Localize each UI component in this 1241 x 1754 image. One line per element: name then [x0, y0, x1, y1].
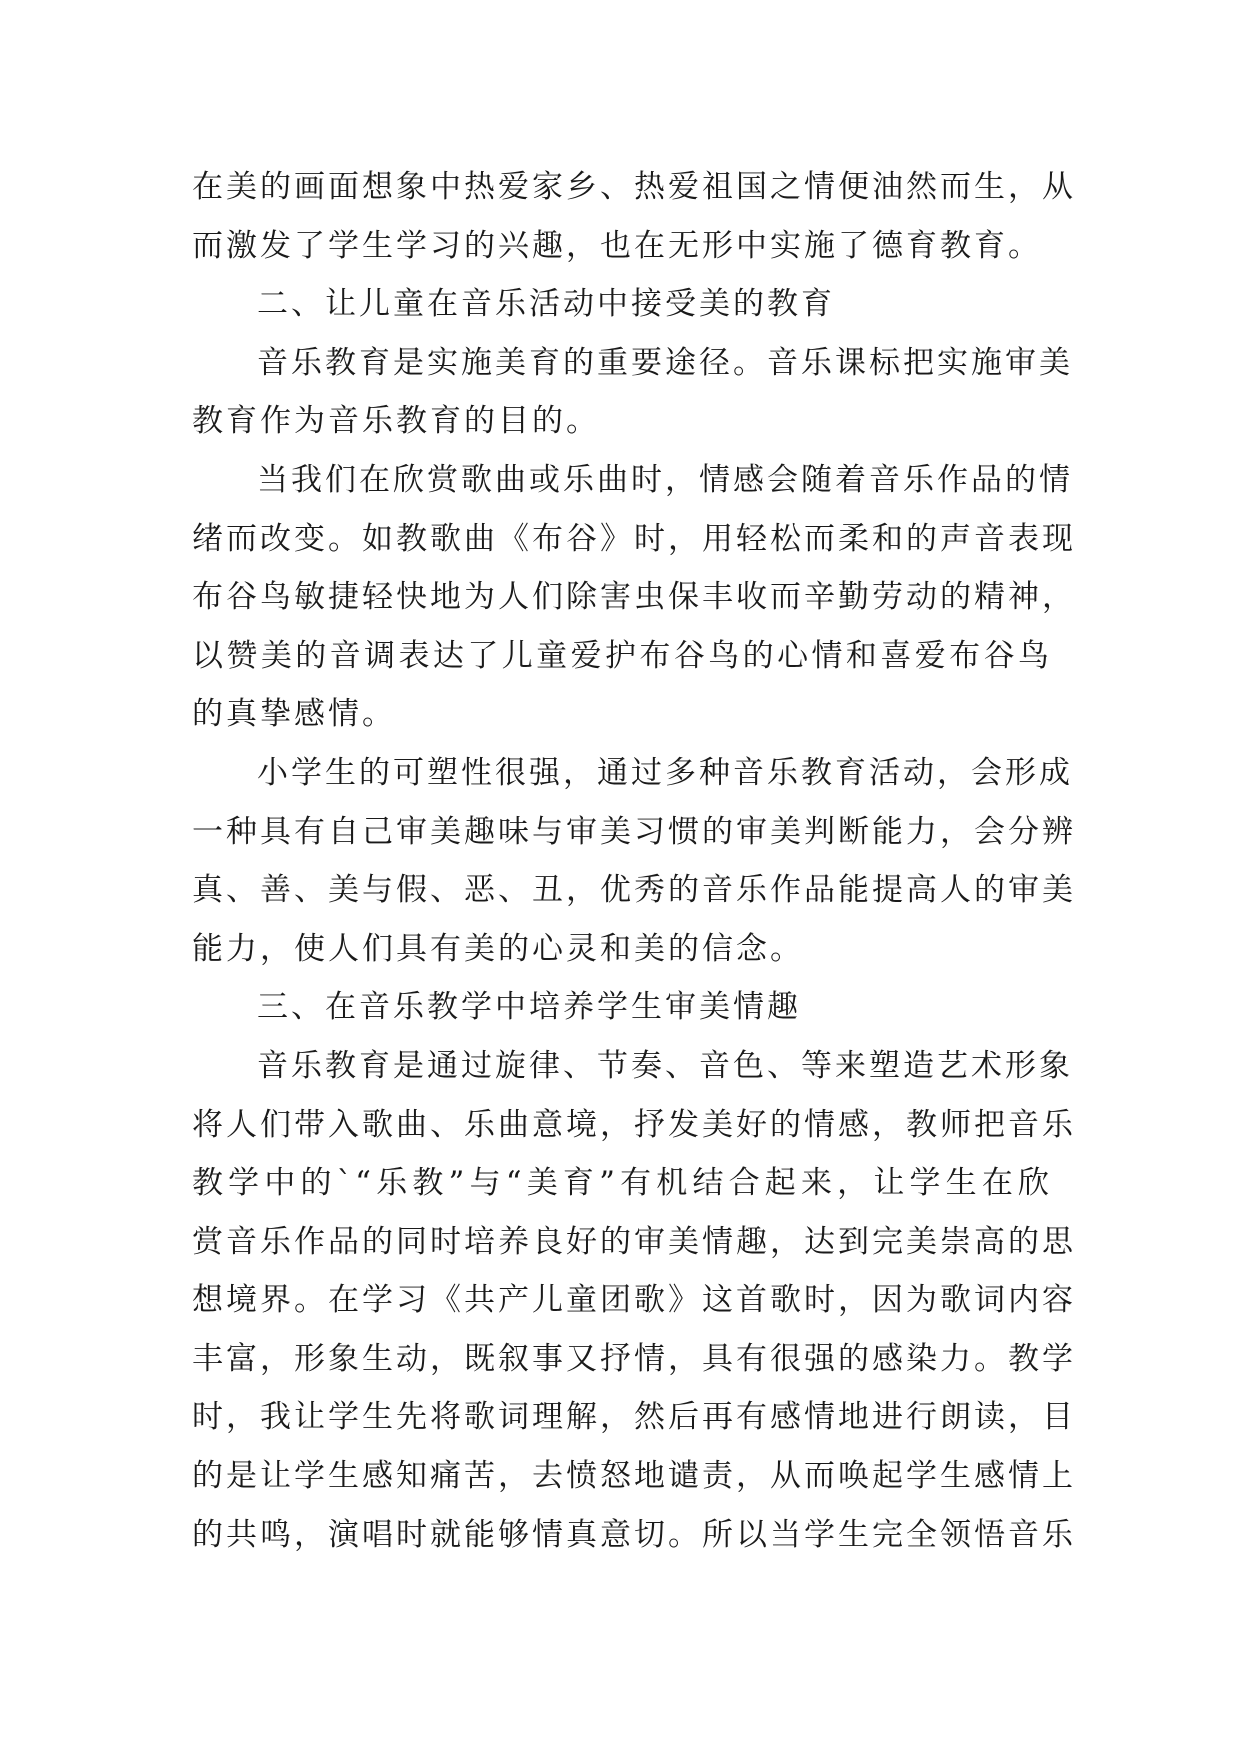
- text-line: 真、善、美与假、恶、丑，优秀的音乐作品能提高人的审美: [192, 872, 1076, 909]
- text-line: 的真挚感情。: [192, 696, 396, 733]
- text-line: 三、在音乐教学中培养学生审美情趣: [257, 989, 801, 1026]
- text-line: 的是让学生感知痛苦，去愤怒地谴责，从而唤起学生感情上: [192, 1458, 1076, 1495]
- text-line: 在美的画面想象中热爱家乡、热爱祖国之情便油然而生，从: [192, 169, 1076, 205]
- text-line: 将人们带入歌曲、乐曲意境，抒发美好的情感，教师把音乐: [192, 1106, 1076, 1143]
- text-line: 赏音乐作品的同时培养良好的审美情趣，达到完美崇高的思: [192, 1223, 1076, 1260]
- text-line: 而激发了学生学习的兴趣，也在无形中实施了德育教育。: [192, 227, 1042, 264]
- text-line: 以赞美的音调表达了儿童爱护布谷鸟的心情和喜爱布谷鸟: [192, 637, 1052, 674]
- text-line: 当我们在欣赏歌曲或乐曲时，情感会随着音乐作品的情: [257, 461, 1073, 498]
- text-line: 能力，使人们具有美的心灵和美的信念。: [192, 930, 804, 967]
- text-line: 音乐教育是通过旋律、节奏、音色、等来塑造艺术形象: [257, 1047, 1073, 1084]
- text-line: 绪而改变。如教歌曲《布谷》时，用轻松而柔和的声音表现: [192, 520, 1076, 557]
- text-line: 想境界。在学习《共产儿童团歌》这首歌时，因为歌词内容: [192, 1282, 1076, 1319]
- text-line: 教学中的`“乐教”与“美育”有机结合起来，让学生在欣: [192, 1165, 1052, 1202]
- text-line: 小学生的可塑性很强，通过多种音乐教育活动，会形成: [257, 754, 1073, 791]
- text-line: 音乐教育是实施美育的重要途径。音乐课标把实施审美: [257, 344, 1073, 381]
- text-line: 二、让儿童在音乐活动中接受美的教育: [257, 286, 835, 323]
- text-line: 布谷鸟敏捷轻快地为人们除害虫保丰收而辛勤劳动的精神，: [192, 579, 1076, 616]
- body-text: [192, 158, 1076, 1564]
- text-line: 时，我让学生先将歌词理解，然后再有感情地进行朗读，目: [192, 1399, 1076, 1436]
- text-line: 一种具有自己审美趣味与审美习惯的审美判断能力，会分辨: [192, 813, 1076, 850]
- text-line: 教育作为音乐教育的目的。: [192, 403, 600, 440]
- text-line: 丰富，形象生动，既叙事又抒情，具有很强的感染力。教学: [192, 1340, 1076, 1377]
- text-line: 的共鸣，演唱时就能够情真意切。所以当学生完全领悟音乐: [192, 1516, 1076, 1553]
